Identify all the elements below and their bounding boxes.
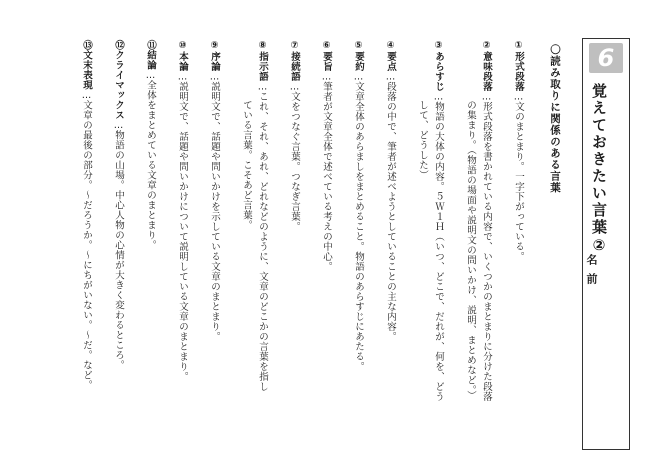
term-separator: … bbox=[385, 71, 396, 82]
term-item bbox=[208, 40, 221, 342]
term-label: ⑥要旨 bbox=[321, 40, 332, 72]
term-label: ⑤要約 bbox=[353, 40, 364, 72]
term-description: 筆者が文章全体で述べている考えの中心。 bbox=[321, 81, 332, 272]
section-heading: 〇読み取りに関係のある言葉 bbox=[549, 44, 561, 194]
term-item bbox=[512, 40, 525, 262]
term-label: ①形式段落 bbox=[513, 40, 524, 92]
term-separator: … bbox=[113, 120, 124, 130]
term-label: ⑦接続語 bbox=[289, 40, 300, 82]
term-separator: … bbox=[321, 71, 332, 82]
term-label: ⑬文末表現 bbox=[81, 40, 92, 90]
term-separator: … bbox=[81, 90, 92, 100]
term-item bbox=[144, 40, 157, 250]
term-label: ⑨序論 bbox=[209, 40, 220, 72]
term-label: ⑫クライマックス bbox=[113, 40, 124, 120]
lesson-number-badge: 6 bbox=[589, 43, 623, 73]
term-description: 説明文で、話題や問いかけについて説明している文章のまとまり。 bbox=[177, 81, 188, 382]
term-description: 段落の中で、筆者が述べようとしていることの主な内容。 bbox=[385, 81, 396, 342]
term-description: 文のまとまり。一字下がっている。 bbox=[513, 101, 524, 262]
term-item bbox=[480, 40, 493, 402]
term-separator: … bbox=[145, 70, 156, 80]
term-description: 文章の最後の部分。～だろうか。～にちがいない。～だ。など。 bbox=[81, 100, 92, 390]
term-continuation: ている言葉。こそあど言葉。 bbox=[241, 100, 252, 230]
term-separator: … bbox=[209, 71, 220, 82]
term-label: ②意味段落 bbox=[481, 40, 492, 92]
term-item bbox=[256, 40, 269, 392]
term-label: ③あらすじ bbox=[433, 40, 444, 92]
term-label: ④要点 bbox=[385, 40, 396, 72]
term-label: ⑩本論 bbox=[177, 40, 188, 72]
title-box bbox=[582, 38, 630, 450]
term-label: ⑧指示語 bbox=[257, 40, 268, 82]
term-description: 説明文で、話題や問いかけを示している文章のまとまり。 bbox=[209, 81, 220, 342]
term-item bbox=[112, 40, 125, 370]
term-item bbox=[384, 40, 397, 342]
term-description: これ、それ、あれ、どれなどのように、文章のどこかの言葉を指し bbox=[257, 91, 268, 392]
term-separator: … bbox=[513, 91, 524, 102]
term-description: 文をつなぐ言葉。つなぎ言葉。 bbox=[289, 91, 300, 232]
term-separator: … bbox=[481, 91, 492, 102]
name-label: 名前 bbox=[585, 254, 598, 292]
term-description: 文章全体のあらましをまとめること。物語のあらすじにあたる。 bbox=[353, 81, 364, 372]
term-item bbox=[352, 40, 365, 372]
term-item bbox=[288, 40, 301, 232]
term-separator: … bbox=[353, 71, 364, 82]
term-description: 全体をまとめている文章のまとまり。 bbox=[145, 80, 156, 250]
term-description: 形式段落を書かれている内容で、いくつかのまとまりに分けた段落 bbox=[481, 101, 492, 402]
term-description: 物語の山場。中心人物の心情が大きく変わるところ。 bbox=[113, 130, 124, 370]
term-label: ⑪結論 bbox=[145, 40, 156, 70]
term-item bbox=[320, 40, 333, 272]
term-item bbox=[80, 40, 93, 390]
term-description: 物語の大体の内容。５Ｗ１Ｈ（いつ、どこで、だれが、何を、どう bbox=[433, 101, 444, 402]
term-separator: … bbox=[257, 81, 268, 92]
term-separator: … bbox=[433, 91, 444, 102]
term-item bbox=[432, 40, 445, 402]
term-continuation: して、どうした） bbox=[417, 100, 428, 180]
page-title: 覚えておきたい言葉② bbox=[590, 83, 608, 256]
term-item bbox=[176, 40, 189, 382]
term-continuation: の集まり。（物語の場面や説明文の問いかけ、説明、まとめなど。） bbox=[465, 100, 476, 401]
term-separator: … bbox=[177, 71, 188, 82]
term-separator: … bbox=[289, 81, 300, 92]
